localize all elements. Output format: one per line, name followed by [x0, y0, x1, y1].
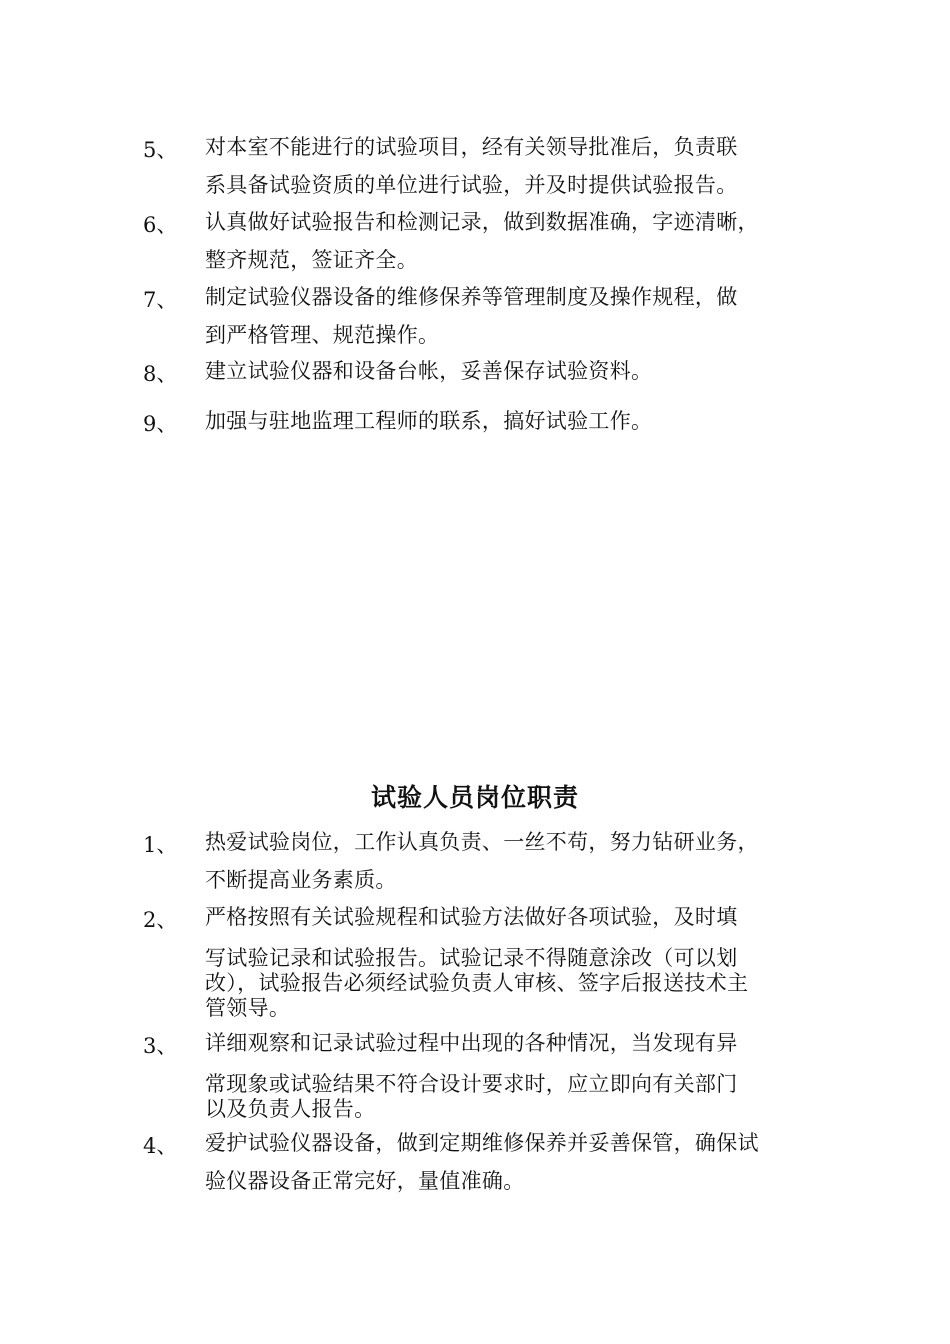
- item-text-line: 建立试验仪器和设备台帐，妥善保存试验资料。: [205, 359, 653, 383]
- item-text-line: 详细观察和记录试验过程中出现的各种情况，当发现有异: [205, 1031, 738, 1055]
- item-text-line: 改），试验报告必须经试验负责人审核、签字后报送技术主: [205, 971, 749, 995]
- item-text-line: 管领导。: [205, 996, 291, 1020]
- item-text-line: 不断提高业务素质。: [205, 868, 397, 892]
- item-text-line: 写试验记录和试验报告。试验记录不得随意涂改（可以划: [205, 946, 738, 970]
- item-number: 6、: [143, 213, 178, 237]
- item-number: 5、: [143, 138, 178, 162]
- item-number: 8、: [143, 362, 178, 386]
- item-text-line: 系具备试验资质的单位进行试验，并及时提供试验报告。: [205, 173, 738, 197]
- item-number: 3、: [143, 1034, 178, 1058]
- item-text-line: 验仪器设备正常完好，量值准确。: [205, 1169, 525, 1193]
- item-number: 7、: [143, 288, 178, 312]
- item-text-line: 到严格管理、规范操作。: [205, 323, 440, 347]
- item-text-line: 制定试验仪器设备的维修保养等管理制度及操作规程，做: [205, 285, 738, 309]
- item-text-line: 对本室不能进行的试验项目，经有关领导批准后，负责联: [205, 135, 738, 159]
- item-number: 4、: [143, 1134, 178, 1158]
- item-number: 1、: [143, 833, 178, 857]
- item-text-line: 以及负责人报告。: [205, 1097, 376, 1121]
- section-title: 试验人员岗位职责: [370, 783, 579, 812]
- item-text-line: 严格按照有关试验规程和试验方法做好各项试验，及时填: [205, 905, 738, 929]
- item-text-line: 加强与驻地监理工程师的联系，搞好试验工作。: [205, 409, 653, 433]
- item-text-line: 常现象或试验结果不符合设计要求时，应立即向有关部门: [205, 1072, 738, 1096]
- item-text-line: 整齐规范，签证齐全。: [205, 248, 418, 272]
- item-text-line: 爱护试验仪器设备，做到定期维修保养并妥善保管，确保试: [205, 1131, 759, 1155]
- item-text-line: 热爱试验岗位，工作认真负责、一丝不苟，努力钻研业务，: [205, 830, 759, 854]
- item-number: 2、: [143, 908, 178, 932]
- item-number: 9、: [143, 412, 178, 436]
- item-text-line: 认真做好试验报告和检测记录，做到数据准确，字迹清晰，: [205, 210, 759, 234]
